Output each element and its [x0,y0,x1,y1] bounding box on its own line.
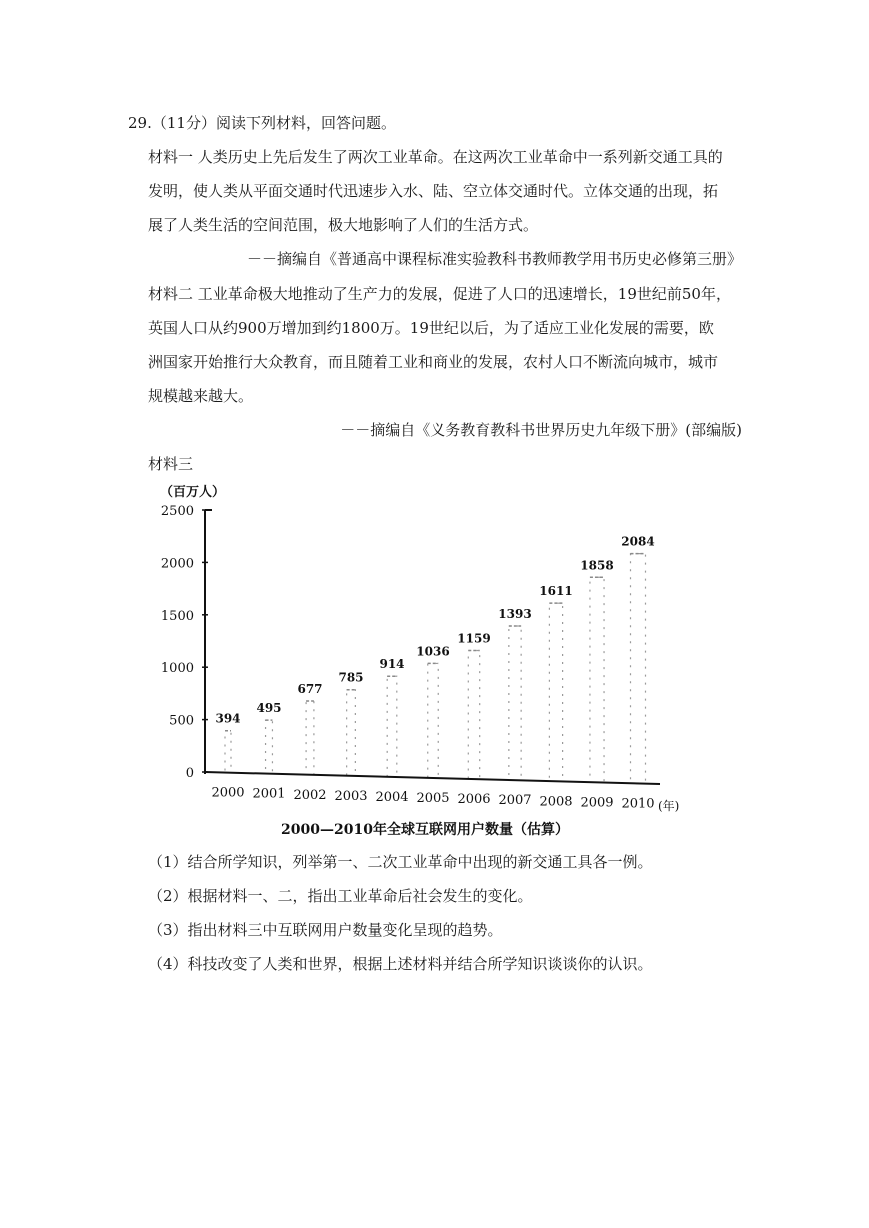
bar-2003 [347,690,356,776]
y-tick-label-0: 0 [185,766,194,781]
x-tick-label-2004: 2004 [375,789,409,805]
material-1-line-3: 展了人类生活的空间范围，极大地影响了人们的生活方式。 [148,216,539,234]
x-tick-label-2000: 2000 [211,785,245,801]
y-tick-label-2000: 2000 [160,556,194,572]
value-label-2003: 785 [338,670,364,685]
material-2-source: －－摘编自《义务教育教科书世界历史九年级下册》(部编版) [340,421,742,439]
sub-question-4: （4）科技改变了人类和世界，根据上述材料并结合所学知识谈谈你的认识。 [148,955,653,973]
value-label-2009: 1858 [580,558,614,573]
material-2-line-2: 英国人口从约900万增加到约1800万。19世纪以后，为了适应工业化发展的需要，欧 [148,319,714,337]
x-tick-label-2002: 2002 [293,787,327,803]
x-tick-label-2009: 2009 [580,795,614,811]
bar-2008 [549,603,562,781]
x-tick-label-2007: 2007 [498,793,532,809]
value-label-2010: 2084 [621,534,655,549]
value-label-2001: 495 [256,701,282,716]
x-axis-ticks [211,786,654,812]
x-tick-label-2008: 2008 [539,794,573,810]
bar-2004 [387,676,397,777]
x-tick-label-2003: 2003 [334,788,368,804]
bar-2007 [509,626,521,780]
x-axis [205,772,660,784]
y-axis-ticks [161,504,208,781]
x-tick-label-2001: 2001 [252,786,286,802]
material-2-line-1: 材料二 工业革命极大地推动了生产力的发展，促进了人口的迅速增长，19世纪前50年， [148,285,731,303]
sub-question-3: （3）指出材料三中互联网用户数量变化呈现的趋势。 [148,921,503,939]
material-2-line-4: 规模越来越大。 [148,387,254,405]
bar-2009 [590,577,604,782]
material-1-source: －－摘编自《普通高中课程标准实验教科书教师教学用书历史必修第三册》 [246,250,742,268]
x-axis-unit: (年) [658,799,680,813]
bars [225,554,646,784]
chart-title: 2000—2010年全球互联网用户数量（估算） [281,822,569,838]
y-tick-label-1500: 1500 [160,608,194,624]
sub-question-1: （1）结合所学知识，列举第一、二次工业革命中出现的新交通工具各一例。 [148,853,653,871]
material-2-line-3: 洲国家开始推行大众教育，而且随着工业和商业的发展，农村人口不断流向城市，城市 [148,353,719,371]
value-label-2006: 1159 [457,631,491,646]
x-tick-label-2010: 2010 [621,796,655,812]
material-1-line-2: 发明，使人类从平面交通时代迅速步入水、陆、空立体交通时代。立体交通的出现，拓 [148,182,719,200]
bar-2005 [428,663,439,778]
y-tick-label-1000: 1000 [160,661,194,677]
bar-2001 [266,720,273,774]
bar-2000 [225,731,231,773]
x-tick-label-2005: 2005 [416,791,450,807]
bar-2002 [306,701,314,775]
bar-2010 [631,554,646,784]
y-axis-unit: （百万人） [160,485,226,500]
material-1-line-1: 材料一 人类历史上先后发生了两次工业革命。在这两次工业革命中一系列新交通工具的 [148,148,723,166]
value-label-2000: 394 [215,711,241,726]
value-label-2007: 1393 [498,607,532,622]
y-tick-label-500: 500 [169,713,194,729]
value-label-2002: 677 [297,682,323,697]
sub-question-2: （2）根据材料一、二，指出工业革命后社会发生的变化。 [148,887,533,905]
bar-2006 [468,651,479,780]
value-label-2008: 1611 [539,584,573,599]
value-labels [215,535,654,726]
value-label-2004: 914 [379,657,405,672]
y-tick-label-2500: 2500 [160,504,194,519]
internet-users-chart [140,478,700,840]
x-tick-label-2006: 2006 [457,792,491,808]
material-3-label: 材料三 [148,455,194,473]
value-label-2005: 1036 [416,644,450,659]
question-title: 29.（11分）阅读下列材料，回答问题。 [128,114,396,132]
